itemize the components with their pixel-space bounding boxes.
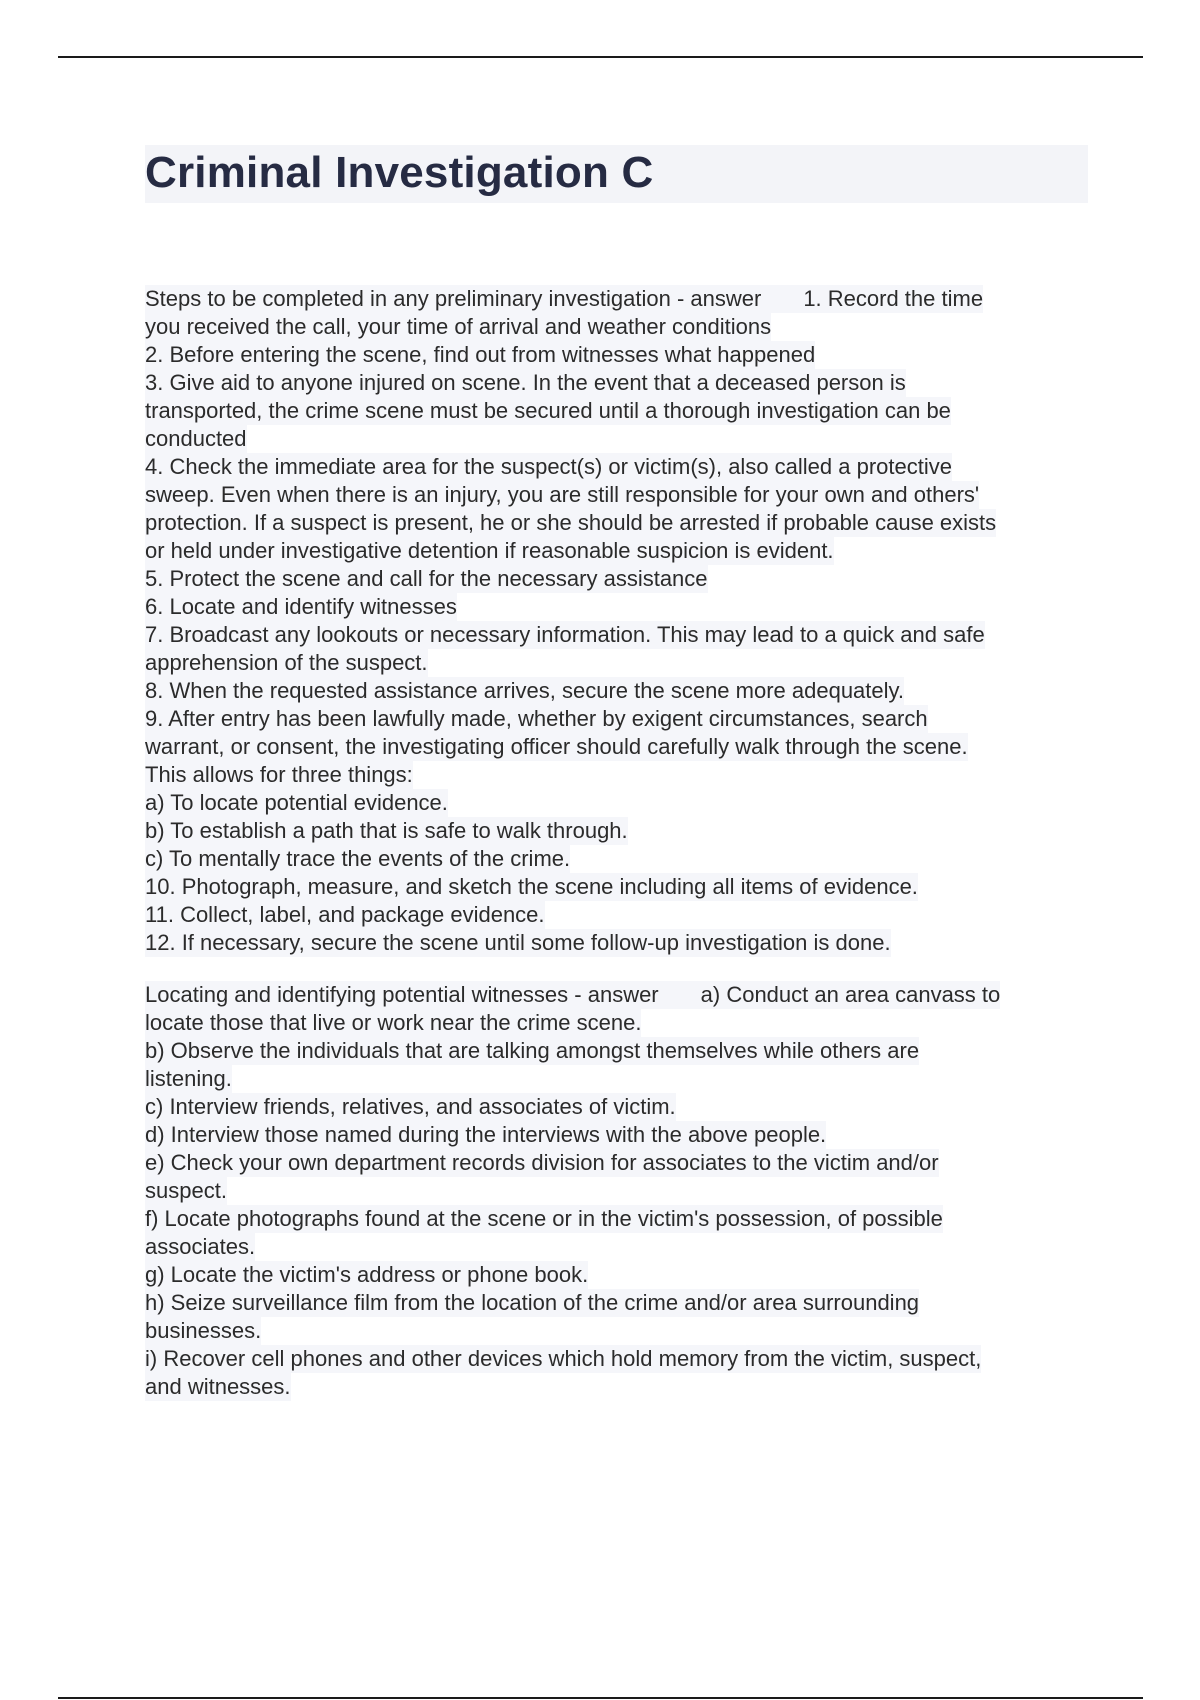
qa-answer-line: a) To locate potential evidence.	[145, 790, 448, 815]
qa-answer-line: i) Recover cell phones and other devices which hold memory from the victim, suspect,	[145, 1346, 982, 1371]
qa-answer-line: or held under investigative detention if reasonable suspicion is evident.	[145, 538, 834, 563]
qa-answer-line: apprehension of the suspect.	[145, 650, 428, 675]
qa-card-locating-witnesses	[145, 981, 1085, 1401]
top-rule	[58, 56, 1143, 58]
qa-answer-line: f) Locate photographs found at the scene or in the victim's possession, of possible	[145, 1206, 943, 1231]
qa-answer-line: e) Check your own department records division for associates to the victim and/or	[145, 1150, 939, 1175]
qa-answer-line: businesses.	[145, 1318, 262, 1343]
qa-answer-line: c) To mentally trace the events of the crime.	[145, 846, 571, 871]
qa-answer-line: suspect.	[145, 1178, 227, 1203]
qa-answer-line: and witnesses.	[145, 1374, 291, 1399]
qa-answer-line: 8. When the requested assistance arrives, secure the scene more adequately.	[145, 678, 905, 703]
qa-answer-line: 9. After entry has been lawfully made, whether by exigent circumstances, search	[145, 706, 928, 731]
qa-answer-line: locate those that live or work near the crime scene.	[145, 1010, 642, 1035]
qa-answer-line: 4. Check the immediate area for the suspect(s) or victim(s), also called a protective	[145, 454, 952, 479]
qa-answer-line: d) Interview those named during the interviews with the above people.	[145, 1122, 827, 1147]
qa-answer-line: a) Conduct an area canvass to	[700, 982, 1001, 1007]
qa-answer-line: 1. Record the time	[803, 286, 984, 311]
qa-answer-line: warrant, or consent, the investigating officer should carefully walk through the scene.	[145, 734, 968, 759]
qa-first-line	[145, 981, 1000, 1009]
qa-answer-line: 6. Locate and identify witnesses	[145, 594, 457, 619]
qa-answer-line: 5. Protect the scene and call for the necessary assistance	[145, 566, 708, 591]
qa-term: Locating and identifying potential witnesses - answer	[145, 982, 659, 1007]
qa-answer-line: you received the call, your time of arrival and weather conditions	[145, 314, 772, 339]
bottom-rule	[58, 1697, 1143, 1699]
qa-answer-line: associates.	[145, 1234, 256, 1259]
qa-answer-line: sweep. Even when there is an injury, you are still responsible for your own and others'	[145, 482, 980, 507]
qa-answer-line: 10. Photograph, measure, and sketch the scene including all items of evidence.	[145, 874, 918, 899]
qa-answer-line: 11. Collect, label, and package evidence.	[145, 902, 545, 927]
qa-answer-line: g) Locate the victim's address or phone book.	[145, 1262, 589, 1287]
qa-answer-line: 7. Broadcast any lookouts or necessary information. This may lead to a quick and safe	[145, 622, 985, 647]
qa-answer-line: b) Observe the individuals that are talking amongst themselves while others are	[145, 1038, 920, 1063]
qa-answer-line: protection. If a suspect is present, he or she should be arrested if probable cause exists	[145, 510, 997, 535]
qa-card-preliminary-investigation	[145, 285, 1085, 957]
page-title: Criminal Investigation C	[145, 148, 654, 197]
qa-answer-line: 2. Before entering the scene, find out from witnesses what happened	[145, 342, 816, 367]
qa-answer-line: b) To establish a path that is safe to walk through.	[145, 818, 628, 843]
qa-answer-line: c) Interview friends, relatives, and associates of victim.	[145, 1094, 676, 1119]
qa-answer-line: conducted	[145, 426, 247, 451]
qa-answer-line: listening.	[145, 1066, 232, 1091]
qa-answer-line: transported, the crime scene must be secured until a thorough investigation can be	[145, 398, 951, 423]
qa-answer-line: h) Seize surveillance film from the location of the crime and/or area surrounding	[145, 1290, 920, 1315]
qa-term: Steps to be completed in any preliminary investigation - answer	[145, 286, 762, 311]
qa-answer-line: 12. If necessary, secure the scene until some follow-up investigation is done.	[145, 930, 891, 955]
qa-answer-line: 3. Give aid to anyone injured on scene. In the event that a deceased person is	[145, 370, 906, 395]
qa-first-line	[145, 285, 983, 313]
qa-answer-line: This allows for three things:	[145, 762, 413, 787]
